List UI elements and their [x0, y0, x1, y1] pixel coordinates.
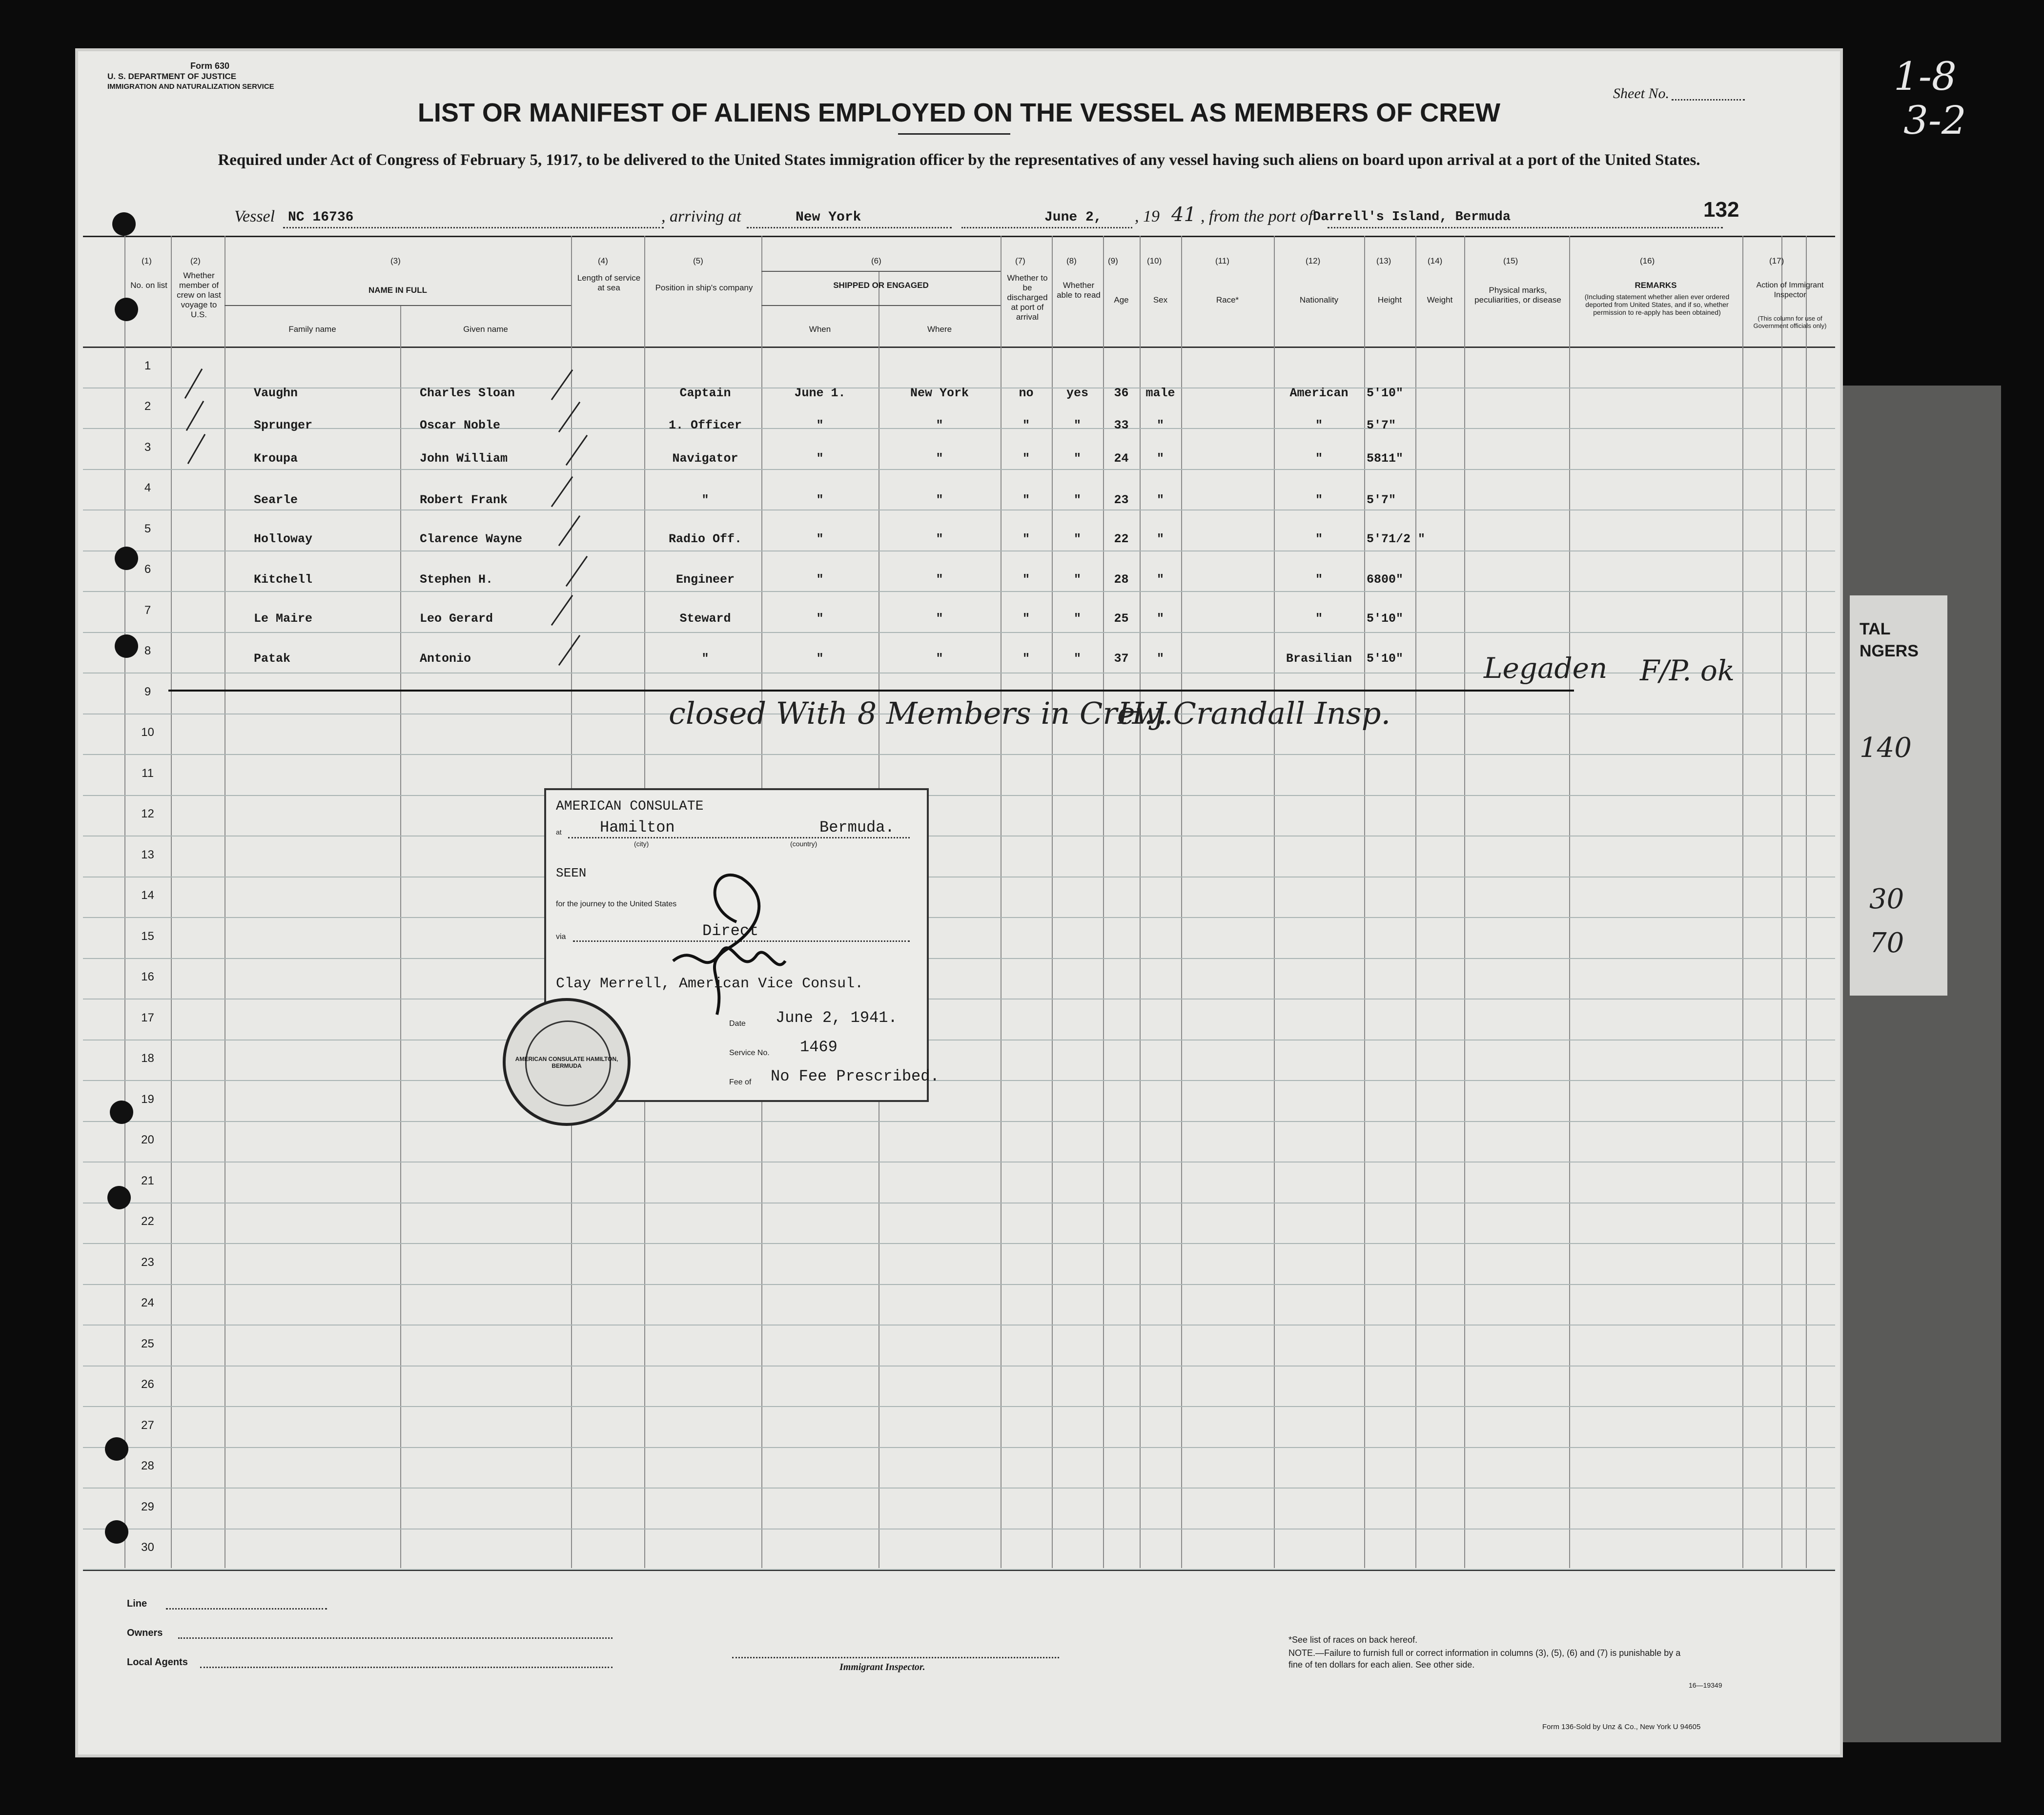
col-header-age: Age [1114, 295, 1129, 305]
row-number: 9 [144, 685, 151, 698]
crew-height: 5'10" [1367, 652, 1404, 666]
col-num: (16) [1640, 256, 1655, 265]
row-number: 28 [141, 1459, 154, 1472]
row-number: 29 [141, 1500, 154, 1513]
col-header-read: Whether able to read [1057, 281, 1101, 300]
row-line [83, 795, 1835, 796]
col-header-shipped: SHIPPED OR ENGAGED [833, 281, 929, 290]
binder-hole [115, 298, 138, 321]
at-label: at [556, 828, 562, 836]
row-number: 24 [141, 1296, 154, 1309]
crew-family: Holloway [254, 532, 313, 546]
row-number: 23 [141, 1255, 154, 1269]
crew-family: Searle [254, 493, 298, 507]
consul-signature [658, 868, 834, 1024]
col-num: (7) [1015, 256, 1025, 265]
crew-when: " [816, 418, 824, 432]
row-line [83, 1080, 1835, 1081]
crew-where: New York [910, 386, 969, 400]
row-number: 15 [141, 929, 154, 943]
row-line [83, 1447, 1835, 1448]
col-num: (1) [142, 256, 152, 265]
col-header-where: Where [927, 325, 952, 334]
title-rule [898, 133, 1010, 135]
line-label: Line [127, 1598, 147, 1609]
crew-read: " [1073, 572, 1081, 587]
margin-note: 1-8 [1894, 54, 1957, 99]
action-mark: F/P. ok [1640, 654, 1735, 687]
col-num: (8) [1066, 256, 1077, 265]
crew-family: Kitchell [254, 572, 313, 587]
col-header-height: Height [1377, 295, 1402, 305]
row-number: 14 [141, 889, 154, 902]
service: IMMIGRATION AND NATURALIZATION SERVICE [107, 82, 274, 91]
crew-read: " [1073, 612, 1081, 626]
consul-name: Clay Merrell, American Vice Consul. [556, 976, 864, 992]
col-num: (11) [1215, 256, 1229, 265]
binder-hole [107, 1186, 131, 1209]
crew-nationality: " [1315, 451, 1323, 466]
vessel-number: NC 16736 [288, 210, 354, 225]
crew-position: Navigator [672, 451, 738, 466]
col-num: (15) [1503, 256, 1518, 265]
sheet-label: Sheet No. [1613, 85, 1669, 102]
crew-discharged: " [1022, 652, 1030, 666]
race-note: *See list of races on back hereof. [1288, 1635, 1418, 1645]
crew-sex: male [1145, 386, 1175, 400]
consulate-heading: AMERICAN CONSULATE [556, 799, 704, 814]
binder-hole [105, 1520, 128, 1544]
crew-sex: " [1156, 652, 1164, 666]
date-label: Date [729, 1020, 746, 1028]
agents-label: Local Agents [127, 1657, 188, 1668]
crew-position: " [701, 493, 709, 507]
crew-when: " [816, 451, 824, 466]
crew-nationality: " [1315, 572, 1323, 587]
side-label: TAL [1860, 620, 1891, 638]
row-line [83, 1325, 1835, 1326]
crew-when: June 1. [794, 386, 846, 400]
closing-note: closed With 8 Members in Crew. [669, 695, 1167, 731]
fee-value: No Fee Prescribed. [771, 1067, 940, 1085]
crew-family: Sprunger [254, 418, 313, 432]
crew-age: 33 [1114, 418, 1129, 432]
row-number: 18 [141, 1052, 154, 1065]
manifest-sheet [78, 51, 1840, 1754]
row-line [83, 1569, 1835, 1570]
crew-nationality: " [1315, 493, 1323, 507]
crew-sex: " [1156, 612, 1164, 626]
page-number: 132 [1703, 198, 1739, 222]
row-line [83, 1406, 1835, 1407]
crew-where: " [936, 572, 943, 587]
crew-height: 5811" [1367, 451, 1404, 466]
crew-table [83, 236, 1835, 1571]
col-num: (6) [871, 256, 881, 265]
binder-hole [112, 212, 136, 236]
form-number: Form 630 [190, 61, 230, 71]
city-label: (city) [634, 840, 649, 848]
side-number: 70 [1869, 927, 1904, 959]
col-num: (3) [390, 256, 401, 265]
crew-discharged: no [1019, 386, 1034, 400]
crew-nationality: " [1315, 532, 1323, 546]
crew-where: " [936, 652, 943, 666]
col-header-race: Race* [1216, 295, 1239, 305]
crew-given: Leo Gerard [420, 612, 493, 626]
row-number: 16 [141, 970, 154, 983]
consulate-seal [503, 998, 631, 1126]
crew-height: 6800" [1367, 572, 1404, 587]
crew-given: Robert Frank [420, 493, 508, 507]
header-divider [83, 347, 1835, 348]
row-number: 3 [144, 440, 151, 454]
col-num: (4) [598, 256, 608, 265]
row-line [83, 754, 1835, 755]
crew-read: " [1073, 451, 1081, 466]
crew-where: " [936, 418, 943, 432]
crew-read: " [1073, 532, 1081, 546]
crew-when: " [816, 532, 824, 546]
row-number: 8 [144, 644, 151, 657]
crew-position: 1. Officer [668, 418, 742, 432]
crew-discharged: " [1022, 451, 1030, 466]
via-label: via [556, 933, 566, 941]
departure-port: Darrell's Island, Bermuda [1313, 210, 1511, 224]
remarks-note: (Including statement whether alien ever ordered deported from United States, and if so, whether permission to re-apply has been obtained) [1584, 293, 1730, 316]
crew-age: 22 [1114, 532, 1129, 546]
row-number: 7 [144, 603, 151, 617]
remarks-signature: Legaden [1484, 652, 1608, 685]
col-header-position: Position in ship's company [655, 283, 753, 292]
row-number: 2 [144, 400, 151, 413]
col-header-nationality: Nationality [1299, 295, 1339, 305]
row-number: 1 [144, 359, 151, 372]
crew-given: Charles Sloan [420, 386, 515, 400]
crew-position: " [701, 652, 709, 666]
crew-discharged: " [1022, 493, 1030, 507]
crew-age: 28 [1114, 572, 1129, 587]
crew-given: Clarence Wayne [420, 532, 523, 546]
col-header-weight: Weight [1427, 295, 1453, 305]
seal-text: AMERICAN CONSULATE HAMILTON, BERMUDA [515, 1056, 618, 1069]
crew-given: Antonio [420, 652, 471, 666]
col-header-remarks: REMARKS [1635, 281, 1677, 290]
row-number: 17 [141, 1011, 154, 1024]
crew-family: Vaughn [254, 386, 298, 400]
col-header-action: Action of Immigrant Inspector [1756, 281, 1824, 299]
consulate-country: Bermuda. [819, 818, 895, 836]
crew-height: 5'7" [1367, 493, 1396, 507]
crew-discharged: " [1022, 532, 1030, 546]
margin-note: 3-2 [1903, 98, 1966, 143]
adjacent-page-tally [1850, 595, 1947, 996]
row-number: 20 [141, 1133, 154, 1146]
crew-given: John William [420, 451, 508, 466]
printer-line: Form 136-Sold by Unz & Co., New York U 94605 [1542, 1723, 1701, 1731]
crew-height: 5'10" [1367, 612, 1404, 626]
col-header-discharged: Whether to be discharged at port of arrival [1007, 273, 1048, 322]
journey-label: for the journey to the United States [556, 900, 677, 908]
col-num: (12) [1306, 256, 1321, 265]
row-number: 22 [141, 1215, 154, 1228]
row-line [83, 1121, 1835, 1122]
crew-discharged: " [1022, 418, 1030, 432]
side-number: 30 [1869, 883, 1904, 915]
adjacent-page-edge [1840, 386, 2001, 1742]
crew-where: " [936, 451, 943, 466]
crew-read: " [1073, 418, 1081, 432]
closing-rule [168, 690, 1574, 692]
crew-nationality: " [1315, 418, 1323, 432]
col-num: (10) [1147, 256, 1162, 265]
crew-read: yes [1066, 386, 1088, 400]
crew-when: " [816, 493, 824, 507]
crew-discharged: " [1022, 572, 1030, 587]
col-header-name: NAME IN FULL [368, 286, 427, 295]
crew-read: " [1073, 652, 1081, 666]
col-num: (2) [190, 256, 201, 265]
service-number: 1469 [800, 1038, 838, 1056]
row-line [83, 958, 1835, 959]
page-subtitle: Required under Act of Congress of February 5, 1917, to be delivered to the United States immigration officer by the representatives of any vessel having such aliens on board upon arrival at a port of the United States. [218, 151, 1700, 169]
row-number: 13 [141, 848, 154, 861]
crew-where: " [936, 532, 943, 546]
row-number: 30 [141, 1541, 154, 1554]
page-title: LIST OR MANIFEST OF ALIENS EMPLOYED ON THE VESSEL AS MEMBERS OF CREW [417, 98, 1501, 127]
crew-age: 24 [1114, 451, 1129, 466]
crew-nationality: Brasilian [1286, 652, 1352, 666]
owners-label: Owners [127, 1628, 163, 1638]
col-num: (17) [1769, 256, 1784, 265]
vessel-label: Vessel [234, 207, 275, 225]
row-number: 10 [141, 726, 154, 739]
row-number: 4 [144, 481, 151, 494]
row-number: 21 [141, 1174, 154, 1187]
row-line [83, 1284, 1835, 1285]
row-line [83, 632, 1835, 633]
col-num: (9) [1108, 256, 1118, 265]
crew-family: Le Maire [254, 612, 313, 626]
consulate-city: Hamilton [600, 818, 675, 836]
country-label: (country) [790, 840, 818, 848]
stamp-date: June 2, 1941. [776, 1009, 898, 1027]
service-label: Service No. [729, 1049, 770, 1057]
seen-label: SEEN [556, 866, 587, 880]
binder-hole [110, 1101, 133, 1124]
form-code: 16—19349 [1689, 1681, 1722, 1689]
col-num: (5) [693, 256, 703, 265]
crew-discharged: " [1022, 612, 1030, 626]
crew-nationality: American [1289, 386, 1349, 400]
crew-age: 36 [1114, 386, 1129, 400]
crew-sex: " [1156, 493, 1164, 507]
col-header-previous-voyage: Whether member of crew on last voyage to U.S. [177, 271, 221, 319]
side-number: 140 [1860, 732, 1912, 764]
row-number: 25 [141, 1337, 154, 1350]
crew-position: Engineer [675, 572, 735, 587]
arrival-port: New York [796, 210, 861, 225]
crew-position: Radio Off. [668, 532, 742, 546]
crew-height: 5'71/2 " [1367, 532, 1426, 546]
row-number: 27 [141, 1418, 154, 1432]
crew-sex: " [1156, 572, 1164, 587]
penalty-note: NOTE.—Failure to furnish full or correct information in columns (3), (5), (6) and (7) is punishable by a fine of ten dollars for each alien. See other side. [1288, 1648, 1681, 1670]
col-header-service-length: Length of service at sea [577, 273, 641, 292]
row-line [83, 469, 1835, 470]
crew-given: Oscar Noble [420, 418, 501, 432]
row-number: 5 [144, 522, 151, 535]
row-number: 11 [142, 766, 154, 780]
crew-sex: " [1156, 532, 1164, 546]
binder-hole [105, 1437, 128, 1461]
arrival-date: June 2, [1044, 210, 1102, 225]
crew-when: " [816, 572, 824, 587]
col-header-when: When [809, 325, 831, 334]
crew-where: " [936, 612, 943, 626]
inspector-signature: H.J.Crandall Insp. [1118, 695, 1391, 731]
row-number: 19 [141, 1092, 154, 1106]
binder-hole [115, 547, 138, 570]
col-num: (13) [1376, 256, 1391, 265]
crew-age: 23 [1114, 493, 1129, 507]
row-number: 6 [144, 563, 151, 576]
crew-position: Captain [679, 386, 731, 400]
row-line [83, 1488, 1835, 1489]
arrival-year: 41 [1171, 204, 1196, 226]
year-prefix: , 19 [1135, 207, 1160, 225]
col-header-physical-marks: Physical marks, peculiarities, or disease [1474, 286, 1561, 305]
crew-family: Patak [254, 652, 291, 666]
crew-read: " [1073, 493, 1081, 507]
crew-position: Steward [679, 612, 731, 626]
inspector-label: Immigrant Inspector. [839, 1662, 925, 1672]
col-header-given-name: Given name [463, 325, 508, 334]
col-num: (14) [1428, 256, 1443, 265]
crew-age: 25 [1114, 612, 1129, 626]
arriving-label: , arriving at [661, 207, 741, 225]
row-number: 12 [141, 807, 154, 820]
crew-age: 37 [1114, 652, 1129, 666]
crew-height: 5'10" [1367, 386, 1404, 400]
binder-hole [115, 634, 138, 658]
col-header-no: No. on list [130, 281, 167, 290]
via-route: Direct [702, 922, 759, 940]
row-number: 26 [141, 1378, 154, 1391]
crew-height: 5'7" [1367, 418, 1396, 432]
crew-given: Stephen H. [420, 572, 493, 587]
action-note: (This column for use of Government officials only) [1753, 315, 1827, 329]
row-line [83, 917, 1835, 918]
col-header-sex: Sex [1153, 295, 1168, 305]
crew-where: " [936, 493, 943, 507]
crew-when: " [816, 652, 824, 666]
from-label: , from the port of [1201, 207, 1313, 225]
col-header-family-name: Family name [288, 325, 336, 334]
crew-sex: " [1156, 418, 1164, 432]
row-line [83, 1243, 1835, 1244]
crew-family: Kroupa [254, 451, 298, 466]
crew-nationality: " [1315, 612, 1323, 626]
row-line [83, 591, 1835, 592]
crew-when: " [816, 612, 824, 626]
department: U. S. DEPARTMENT OF JUSTICE [107, 72, 237, 81]
side-label: NGERS [1860, 642, 1919, 660]
crew-sex: " [1156, 451, 1164, 466]
fee-label: Fee of [729, 1078, 752, 1086]
